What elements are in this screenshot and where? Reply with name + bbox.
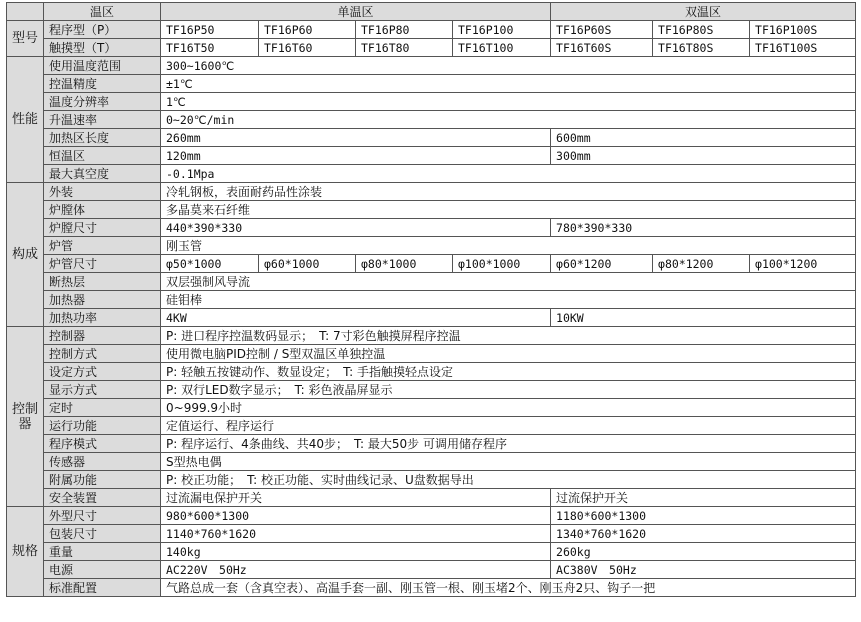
table-row bbox=[7, 525, 856, 543]
row-label: 设定方式 bbox=[44, 363, 161, 381]
table-row bbox=[7, 57, 856, 75]
table-row bbox=[7, 399, 856, 417]
value-cell: P: 进口程序控温数码显示； T: 7寸彩色触摸屏程序控温 bbox=[161, 327, 856, 345]
value-cell: P: 程序运行、4条曲线、共40步； T: 最大50步 可调用储存程序 bbox=[161, 435, 856, 453]
row-label: 定时 bbox=[44, 399, 161, 417]
model-cell: TF16P60 bbox=[259, 21, 356, 39]
table-row bbox=[7, 255, 856, 273]
value-cell: 使用微电脑PID控制 / S型双温区单独控温 bbox=[161, 345, 856, 363]
value-cell: 刚玉管 bbox=[161, 237, 856, 255]
row-label: 炉膛体 bbox=[44, 201, 161, 219]
value-cell: 300~1600℃ bbox=[161, 57, 856, 75]
program-model-row bbox=[7, 21, 856, 39]
row-label: 控制器 bbox=[44, 327, 161, 345]
value-cell: 0~999.9小时 bbox=[161, 399, 856, 417]
section-structure: 构成 bbox=[7, 183, 44, 327]
model-cell: TF16T80 bbox=[356, 39, 453, 57]
tube-size-cell: φ60*1000 bbox=[259, 255, 356, 273]
model-cell: TF16T60 bbox=[259, 39, 356, 57]
table-row bbox=[7, 129, 856, 147]
table-row bbox=[7, 489, 856, 507]
table-row bbox=[7, 291, 856, 309]
value-cell: 260mm bbox=[161, 129, 551, 147]
value-cell: 300mm bbox=[551, 147, 856, 165]
tube-size-cell: φ100*1000 bbox=[453, 255, 551, 273]
model-cell: TF16T60S bbox=[551, 39, 653, 57]
row-label: 加热器 bbox=[44, 291, 161, 309]
tube-size-cell: φ80*1200 bbox=[653, 255, 750, 273]
row-label: 升温速率 bbox=[44, 111, 161, 129]
value-cell: 1340*760*1620 bbox=[551, 525, 856, 543]
row-label: 外型尺寸 bbox=[44, 507, 161, 525]
value-cell: 定值运行、程序运行 bbox=[161, 417, 856, 435]
table-row bbox=[7, 363, 856, 381]
value-cell: P: 双行LED数字显示； T: 彩色液晶屏显示 bbox=[161, 381, 856, 399]
table-row bbox=[7, 561, 856, 579]
model-cell: TF16T80S bbox=[653, 39, 750, 57]
dual-zone-header: 双温区 bbox=[551, 3, 856, 21]
value-cell: 1180*600*1300 bbox=[551, 507, 856, 525]
row-label: 控制方式 bbox=[44, 345, 161, 363]
table-row bbox=[7, 219, 856, 237]
table-row bbox=[7, 201, 856, 219]
value-cell: 440*390*330 bbox=[161, 219, 551, 237]
value-cell: 多晶莫来石纤维 bbox=[161, 201, 856, 219]
value-cell: 780*390*330 bbox=[551, 219, 856, 237]
model-cell: TF16T100 bbox=[453, 39, 551, 57]
value-cell: 0~20℃/min bbox=[161, 111, 856, 129]
row-label: 运行功能 bbox=[44, 417, 161, 435]
value-cell: AC380V 50Hz bbox=[551, 561, 856, 579]
value-cell: 1℃ bbox=[161, 93, 856, 111]
table-row bbox=[7, 417, 856, 435]
row-label: 加热功率 bbox=[44, 309, 161, 327]
row-label: 安全装置 bbox=[44, 489, 161, 507]
row-label: 控温精度 bbox=[44, 75, 161, 93]
value-cell: 过流保护开关 bbox=[551, 489, 856, 507]
tube-size-cell: φ60*1200 bbox=[551, 255, 653, 273]
table-row bbox=[7, 165, 856, 183]
value-cell: 10KW bbox=[551, 309, 856, 327]
row-label: 温度分辨率 bbox=[44, 93, 161, 111]
row-label: 炉管尺寸 bbox=[44, 255, 161, 273]
row-label: 使用温度范围 bbox=[44, 57, 161, 75]
table-row bbox=[7, 579, 856, 597]
tube-size-cell: φ50*1000 bbox=[161, 255, 259, 273]
value-cell: 硅钼棒 bbox=[161, 291, 856, 309]
row-label: 程序模式 bbox=[44, 435, 161, 453]
table-row bbox=[7, 381, 856, 399]
model-cell: TF16T100S bbox=[750, 39, 856, 57]
value-cell: P: 校正功能； T: 校正功能、实时曲线记录、U盘数据导出 bbox=[161, 471, 856, 489]
table-row bbox=[7, 453, 856, 471]
value-cell: 260kg bbox=[551, 543, 856, 561]
value-cell: P: 轻触五按键动作、数显设定； T: 手指触摸轻点设定 bbox=[161, 363, 856, 381]
table-row bbox=[7, 327, 856, 345]
model-cell: TF16P100 bbox=[453, 21, 551, 39]
section-controller: 控制器 bbox=[7, 327, 44, 507]
value-cell: 140kg bbox=[161, 543, 551, 561]
value-cell: 4KW bbox=[161, 309, 551, 327]
table-row bbox=[7, 93, 856, 111]
section-model: 型号 bbox=[7, 21, 44, 57]
value-cell: 600mm bbox=[551, 129, 856, 147]
header-row bbox=[7, 3, 856, 21]
row-label: 附属功能 bbox=[44, 471, 161, 489]
single-zone-header: 单温区 bbox=[161, 3, 551, 21]
table-row bbox=[7, 237, 856, 255]
value-cell: 双层强制风导流 bbox=[161, 273, 856, 291]
section-performance: 性能 bbox=[7, 57, 44, 183]
model-cell: TF16P80 bbox=[356, 21, 453, 39]
value-cell: -0.1Mpa bbox=[161, 165, 856, 183]
row-label: 标准配置 bbox=[44, 579, 161, 597]
row-label: 外装 bbox=[44, 183, 161, 201]
row-label: 传感器 bbox=[44, 453, 161, 471]
value-cell: AC220V 50Hz bbox=[161, 561, 551, 579]
table-row bbox=[7, 147, 856, 165]
touch-model-row bbox=[7, 39, 856, 57]
model-cell: TF16T50 bbox=[161, 39, 259, 57]
table-row bbox=[7, 273, 856, 291]
table-row bbox=[7, 471, 856, 489]
section-specs: 规格 bbox=[7, 507, 44, 597]
model-cell: TF16P60S bbox=[551, 21, 653, 39]
table-row bbox=[7, 111, 856, 129]
row-label: 断热层 bbox=[44, 273, 161, 291]
zone-label: 温区 bbox=[44, 3, 161, 21]
row-label: 恒温区 bbox=[44, 147, 161, 165]
table-row bbox=[7, 507, 856, 525]
table-row bbox=[7, 435, 856, 453]
value-cell: 气路总成一套（含真空表）、高温手套一副、刚玉管一根、刚玉堵2个、刚玉舟2只、钩子一把 bbox=[161, 579, 856, 597]
row-label: 最大真空度 bbox=[44, 165, 161, 183]
model-cell: TF16P100S bbox=[750, 21, 856, 39]
tube-size-cell: φ100*1200 bbox=[750, 255, 856, 273]
row-label: 显示方式 bbox=[44, 381, 161, 399]
tube-size-cell: φ80*1000 bbox=[356, 255, 453, 273]
table-row bbox=[7, 75, 856, 93]
table-row bbox=[7, 345, 856, 363]
row-label: 程序型（P） bbox=[44, 21, 161, 39]
row-label: 触摸型（T） bbox=[44, 39, 161, 57]
value-cell: 1140*760*1620 bbox=[161, 525, 551, 543]
row-label: 重量 bbox=[44, 543, 161, 561]
row-label: 加热区长度 bbox=[44, 129, 161, 147]
model-cell: TF16P50 bbox=[161, 21, 259, 39]
value-cell: ±1℃ bbox=[161, 75, 856, 93]
model-cell: TF16P80S bbox=[653, 21, 750, 39]
value-cell: 过流漏电保护开关 bbox=[161, 489, 551, 507]
row-label: 炉膛尺寸 bbox=[44, 219, 161, 237]
table-row bbox=[7, 183, 856, 201]
row-label: 包装尺寸 bbox=[44, 525, 161, 543]
spec-table bbox=[6, 2, 856, 597]
row-label: 炉管 bbox=[44, 237, 161, 255]
value-cell: 120mm bbox=[161, 147, 551, 165]
value-cell: 980*600*1300 bbox=[161, 507, 551, 525]
row-label: 电源 bbox=[44, 561, 161, 579]
table-row bbox=[7, 309, 856, 327]
value-cell: 冷轧钢板，表面耐药品性涂装 bbox=[161, 183, 856, 201]
table-row bbox=[7, 543, 856, 561]
value-cell: S型热电偶 bbox=[161, 453, 856, 471]
